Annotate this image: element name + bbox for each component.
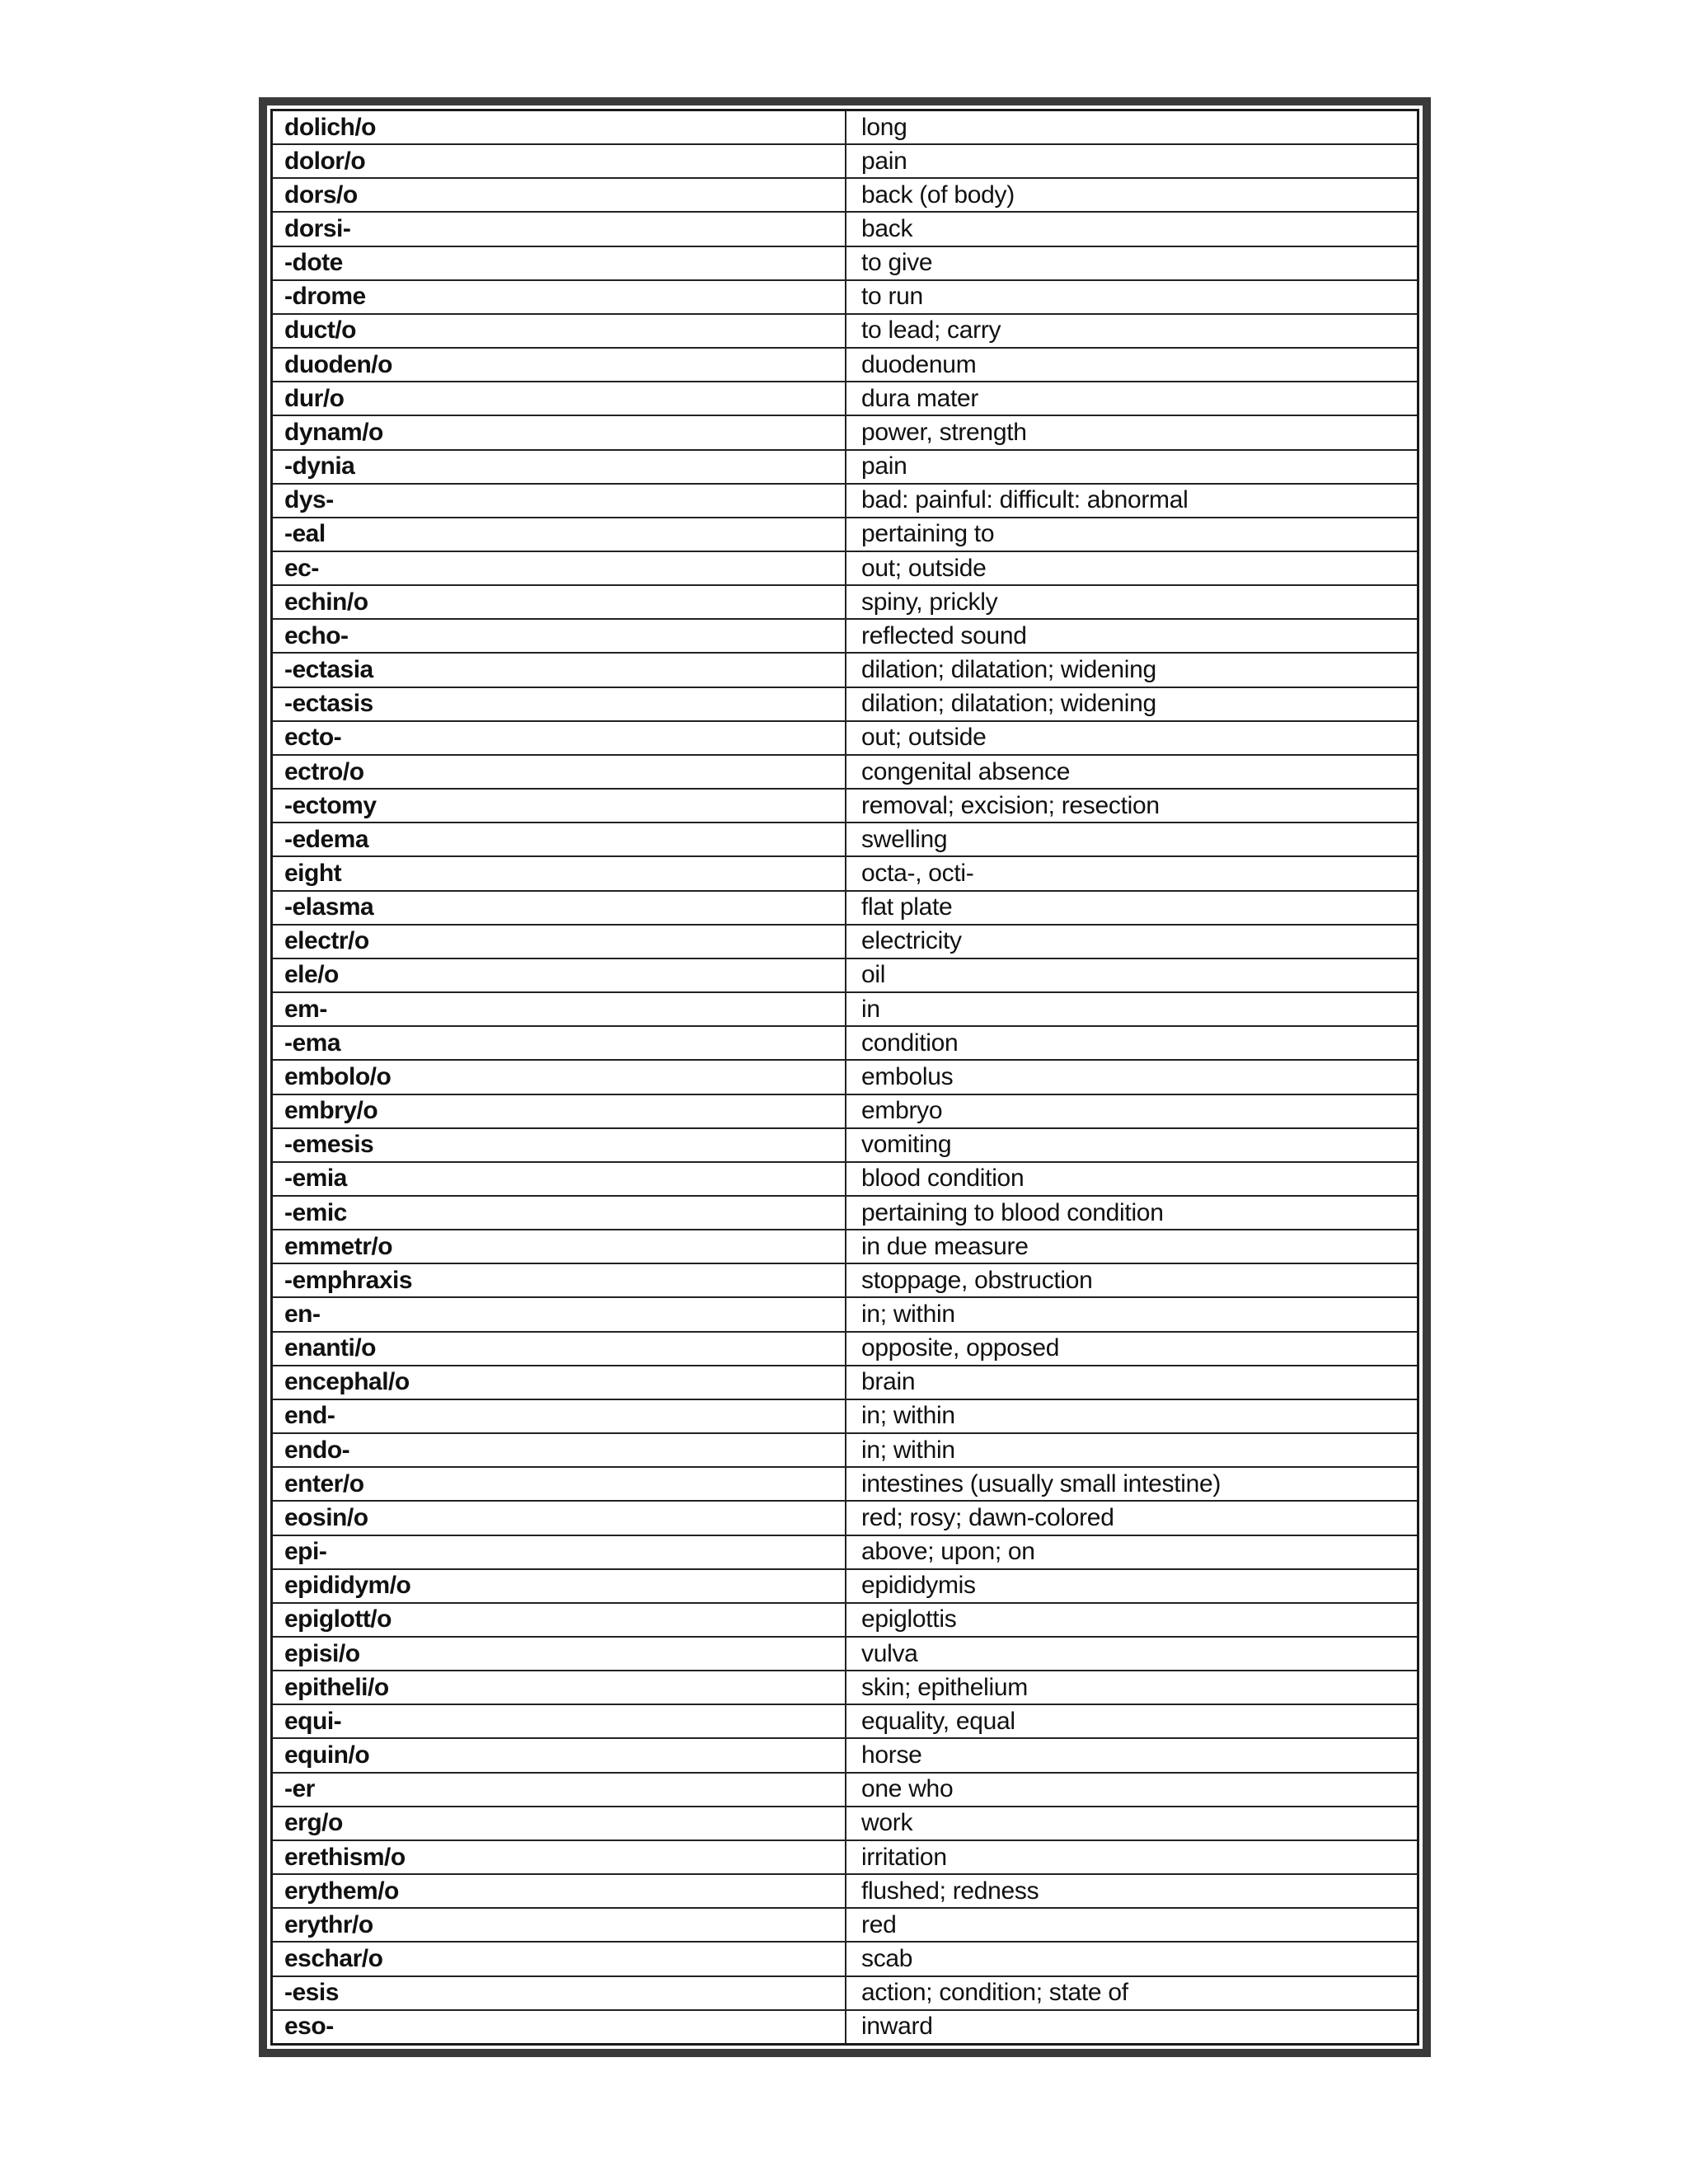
term-cell: -ema: [273, 1026, 846, 1060]
table-row: [273, 585, 1417, 619]
table-row: [273, 721, 1417, 755]
term-cell: -dynia: [273, 450, 846, 484]
table-row: [273, 1162, 1417, 1196]
term-cell: dolich/o: [273, 111, 846, 144]
table-row: [273, 415, 1417, 449]
term-cell: eschar/o: [273, 1942, 846, 1975]
table-row: [273, 1094, 1417, 1128]
meaning-cell: back (of body): [846, 178, 1417, 212]
term-cell: equin/o: [273, 1738, 846, 1772]
meaning-cell: to run: [846, 280, 1417, 314]
table-row: [273, 1569, 1417, 1603]
term-cell: encephal/o: [273, 1366, 846, 1399]
glossary-inner-border: [270, 109, 1419, 2046]
term-cell: emmetr/o: [273, 1230, 846, 1263]
table-row: [273, 1467, 1417, 1501]
term-cell: -ectasis: [273, 687, 846, 721]
term-cell: electr/o: [273, 925, 846, 958]
table-row: [273, 789, 1417, 823]
term-cell: eso-: [273, 2010, 846, 2043]
term-cell: -drome: [273, 280, 846, 314]
term-cell: -emphraxis: [273, 1263, 846, 1297]
table-row: [273, 891, 1417, 925]
term-cell: ecto-: [273, 721, 846, 755]
table-row: [273, 1807, 1417, 1840]
table-row: [273, 1738, 1417, 1772]
table-row: [273, 1637, 1417, 1671]
table-row: [273, 925, 1417, 958]
meaning-cell: back: [846, 212, 1417, 246]
term-cell: dur/o: [273, 382, 846, 415]
meaning-cell: in: [846, 992, 1417, 1026]
term-cell: -esis: [273, 1976, 846, 2010]
term-cell: -edema: [273, 823, 846, 856]
meaning-cell: opposite, opposed: [846, 1332, 1417, 1366]
term-cell: echin/o: [273, 585, 846, 619]
term-cell: eosin/o: [273, 1501, 846, 1535]
meaning-cell: to give: [846, 246, 1417, 280]
glossary-frame: [259, 97, 1431, 2057]
meaning-cell: in due measure: [846, 1230, 1417, 1263]
meaning-cell: in; within: [846, 1433, 1417, 1467]
table-row: [273, 856, 1417, 890]
table-row: [273, 1840, 1417, 1874]
table-row: [273, 1535, 1417, 1569]
term-cell: equi-: [273, 1704, 846, 1738]
term-cell: episi/o: [273, 1637, 846, 1671]
meaning-cell: congenital absence: [846, 755, 1417, 789]
table-row: [273, 111, 1417, 144]
meaning-cell: pain: [846, 144, 1417, 178]
table-row: [273, 1399, 1417, 1433]
meaning-cell: intestines (usually small intestine): [846, 1467, 1417, 1501]
meaning-cell: pain: [846, 450, 1417, 484]
meaning-cell: out; outside: [846, 721, 1417, 755]
meaning-cell: irritation: [846, 1840, 1417, 1874]
table-row: [273, 992, 1417, 1026]
term-cell: dorsi-: [273, 212, 846, 246]
meaning-cell: in; within: [846, 1297, 1417, 1331]
table-row: [273, 687, 1417, 721]
term-cell: -dote: [273, 246, 846, 280]
table-row: [273, 823, 1417, 856]
meaning-cell: flushed; redness: [846, 1874, 1417, 1908]
term-cell: -ectasia: [273, 653, 846, 687]
table-row: [273, 1671, 1417, 1704]
meaning-cell: oil: [846, 958, 1417, 992]
table-row: [273, 144, 1417, 178]
meaning-cell: pertaining to: [846, 518, 1417, 551]
meaning-cell: dilation; dilatation; widening: [846, 653, 1417, 687]
meaning-cell: inward: [846, 2010, 1417, 2043]
table-row: [273, 212, 1417, 246]
table-row: [273, 484, 1417, 518]
table-row: [273, 1942, 1417, 1975]
table-row: [273, 1603, 1417, 1637]
term-cell: epitheli/o: [273, 1671, 846, 1704]
term-cell: -ectomy: [273, 789, 846, 823]
meaning-cell: to lead; carry: [846, 314, 1417, 348]
meaning-cell: removal; excision; resection: [846, 789, 1417, 823]
term-cell: dors/o: [273, 178, 846, 212]
table-row: [273, 1263, 1417, 1297]
meaning-cell: dura mater: [846, 382, 1417, 415]
term-cell: duoden/o: [273, 348, 846, 382]
term-cell: ec-: [273, 551, 846, 585]
meaning-cell: epididymis: [846, 1569, 1417, 1603]
meaning-cell: above; upon; on: [846, 1535, 1417, 1569]
meaning-cell: blood condition: [846, 1162, 1417, 1196]
meaning-cell: in; within: [846, 1399, 1417, 1433]
meaning-cell: horse: [846, 1738, 1417, 1772]
term-cell: erythr/o: [273, 1908, 846, 1942]
term-cell: dolor/o: [273, 144, 846, 178]
term-cell: endo-: [273, 1433, 846, 1467]
table-row: [273, 1433, 1417, 1467]
term-cell: eight: [273, 856, 846, 890]
meaning-cell: brain: [846, 1366, 1417, 1399]
term-cell: epiglott/o: [273, 1603, 846, 1637]
term-cell: epi-: [273, 1535, 846, 1569]
table-row: [273, 1908, 1417, 1942]
table-row: [273, 246, 1417, 280]
table-row: [273, 1366, 1417, 1399]
glossary-table: [273, 111, 1417, 2043]
term-cell: echo-: [273, 619, 846, 653]
table-row: [273, 1773, 1417, 1807]
table-row: [273, 382, 1417, 415]
meaning-cell: long: [846, 111, 1417, 144]
table-row: [273, 1332, 1417, 1366]
table-row: [273, 450, 1417, 484]
table-row: [273, 1874, 1417, 1908]
meaning-cell: scab: [846, 1942, 1417, 1975]
meaning-cell: work: [846, 1807, 1417, 1840]
table-row: [273, 653, 1417, 687]
table-row: [273, 1704, 1417, 1738]
meaning-cell: equality, equal: [846, 1704, 1417, 1738]
term-cell: end-: [273, 1399, 846, 1433]
meaning-cell: octa-, octi-: [846, 856, 1417, 890]
meaning-cell: red: [846, 1908, 1417, 1942]
term-cell: dynam/o: [273, 415, 846, 449]
term-cell: -eal: [273, 518, 846, 551]
term-cell: erythem/o: [273, 1874, 846, 1908]
term-cell: embolo/o: [273, 1060, 846, 1094]
term-cell: epididym/o: [273, 1569, 846, 1603]
term-cell: ele/o: [273, 958, 846, 992]
meaning-cell: epiglottis: [846, 1603, 1417, 1637]
meaning-cell: one who: [846, 1773, 1417, 1807]
meaning-cell: flat plate: [846, 891, 1417, 925]
table-row: [273, 1196, 1417, 1230]
table-row: [273, 518, 1417, 551]
table-row: [273, 2010, 1417, 2043]
meaning-cell: pertaining to blood condition: [846, 1196, 1417, 1230]
table-row: [273, 755, 1417, 789]
term-cell: em-: [273, 992, 846, 1026]
table-row: [273, 1128, 1417, 1162]
meaning-cell: swelling: [846, 823, 1417, 856]
meaning-cell: red; rosy; dawn-colored: [846, 1501, 1417, 1535]
term-cell: enanti/o: [273, 1332, 846, 1366]
meaning-cell: electricity: [846, 925, 1417, 958]
meaning-cell: dilation; dilatation; widening: [846, 687, 1417, 721]
table-row: [273, 1501, 1417, 1535]
table-row: [273, 280, 1417, 314]
meaning-cell: out; outside: [846, 551, 1417, 585]
meaning-cell: bad: painful: difficult: abnormal: [846, 484, 1417, 518]
table-row: [273, 1026, 1417, 1060]
table-row: [273, 348, 1417, 382]
table-row: [273, 958, 1417, 992]
meaning-cell: vomiting: [846, 1128, 1417, 1162]
term-cell: -er: [273, 1773, 846, 1807]
table-row: [273, 1060, 1417, 1094]
term-cell: -emesis: [273, 1128, 846, 1162]
table-row: [273, 314, 1417, 348]
term-cell: erethism/o: [273, 1840, 846, 1874]
meaning-cell: skin; epithelium: [846, 1671, 1417, 1704]
meaning-cell: power, strength: [846, 415, 1417, 449]
term-cell: embry/o: [273, 1094, 846, 1128]
term-cell: duct/o: [273, 314, 846, 348]
meaning-cell: action; condition; state of: [846, 1976, 1417, 2010]
table-row: [273, 1297, 1417, 1331]
term-cell: en-: [273, 1297, 846, 1331]
term-cell: enter/o: [273, 1467, 846, 1501]
glossary-table-body: [273, 111, 1417, 2043]
term-cell: -emia: [273, 1162, 846, 1196]
term-cell: ectro/o: [273, 755, 846, 789]
table-row: [273, 1976, 1417, 2010]
table-row: [273, 1230, 1417, 1263]
table-row: [273, 178, 1417, 212]
term-cell: erg/o: [273, 1807, 846, 1840]
meaning-cell: condition: [846, 1026, 1417, 1060]
term-cell: dys-: [273, 484, 846, 518]
meaning-cell: embolus: [846, 1060, 1417, 1094]
term-cell: -elasma: [273, 891, 846, 925]
meaning-cell: reflected sound: [846, 619, 1417, 653]
table-row: [273, 551, 1417, 585]
table-row: [273, 619, 1417, 653]
meaning-cell: spiny, prickly: [846, 585, 1417, 619]
meaning-cell: stoppage, obstruction: [846, 1263, 1417, 1297]
term-cell: -emic: [273, 1196, 846, 1230]
meaning-cell: duodenum: [846, 348, 1417, 382]
meaning-cell: vulva: [846, 1637, 1417, 1671]
meaning-cell: embryo: [846, 1094, 1417, 1128]
